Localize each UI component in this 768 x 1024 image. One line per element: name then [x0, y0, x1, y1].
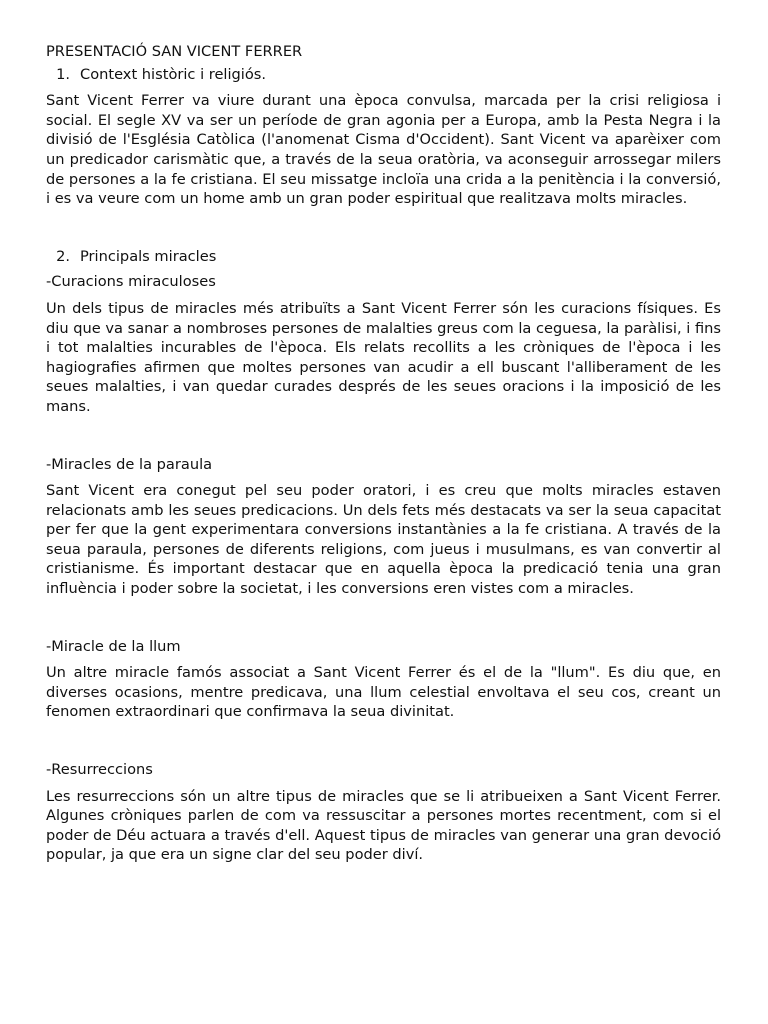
paragraph-miracle-llum: Un altre miracle famós associat a Sant Vicent Ferrer és el de la "llum". Es diu que, en diverses ocasions, mentre predicava, una llum celestial envoltava el seu cos, creant un fenomen extraordinari que confirmava la seua divinitat.	[46, 664, 721, 721]
paragraph-curacions: Un dels tipus de miracles més atribuïts a Sant Vicent Ferrer són les curacions físiques. Es diu que va sanar a nombroses persones de malalties greus com la ceguesa, la paràlisi, i fins i tot malalties incurables de l'època. Els relats recollits a les cròniques de l'època i les hagiografies afirmen que moltes persones van acudir a ell buscant l'alliberament de les seues malalties, i van quedar curades després de les seues oracions i la imposició de les mans.	[46, 299, 721, 415]
subheading-miracles-paraula: -Miracles de la paraula	[46, 455, 213, 473]
section-1-paragraph: Sant Vicent Ferrer va viure durant una època convulsa, marcada per la crisi religiosa i social. El segle XV va ser un període de gran agonia per a Europa, amb la Pesta Negra i la divisió de l'Església Catòlica (l'anomenat Cisma d'Occident). Sant Vicent va aparèixer com un predicador carismàtic que, a través de la seua oratòria, va aconseguir arrossegar milers de persones a la fe cristiana. El seu missatge incloïa una crida a la penitència i la conversió, i es va veure com un home amb un gran poder espiritual que realitzava molts miracles.	[46, 92, 721, 208]
subheading-resurreccions: -Resurreccions	[46, 761, 153, 779]
subheading-miracle-llum: -Miracle de la llum	[46, 637, 181, 655]
section-2-title: Principals miracles	[80, 247, 217, 265]
section-1-heading	[46, 65, 721, 85]
section-2-heading	[46, 247, 721, 267]
paragraph-miracles-paraula: Sant Vicent era conegut pel seu poder oratori, i es creu que molts miracles estaven relacionats amb les seues predicacions. Un dels fets més destacats va ser la seua capacitat per fer que la gent experimentara conversions instantànies a la fe cristiana. A través de la seua paraula, persones de diferents religions, com jueus i musulmans, es van convertir al cristianisme. És important destacar que en aquella època la predicació tenia una gran influència i poder sobre la societat, i les conversions eren vistes com a miracles.	[46, 482, 721, 598]
section-2-number: 2.	[56, 247, 70, 265]
paragraph-resurreccions: Les resurreccions són un altre tipus de miracles que se li atribueixen a Sant Vicent Ferrer. Algunes cròniques parlen de com va ressuscitar a persones mortes recentment, com si el poder de Déu actuara a través d'ell. Aquest tipus de miracles van generar una gran devoció popular, ja que era un signe clar del seu poder diví.	[46, 787, 721, 864]
section-1-number: 1.	[56, 65, 70, 83]
section-1-title: Context històric i religiós.	[80, 65, 267, 83]
document-title: PRESENTACIÓ SAN VICENT FERRER	[46, 43, 303, 60]
subheading-curacions: -Curacions miraculoses	[46, 273, 216, 291]
